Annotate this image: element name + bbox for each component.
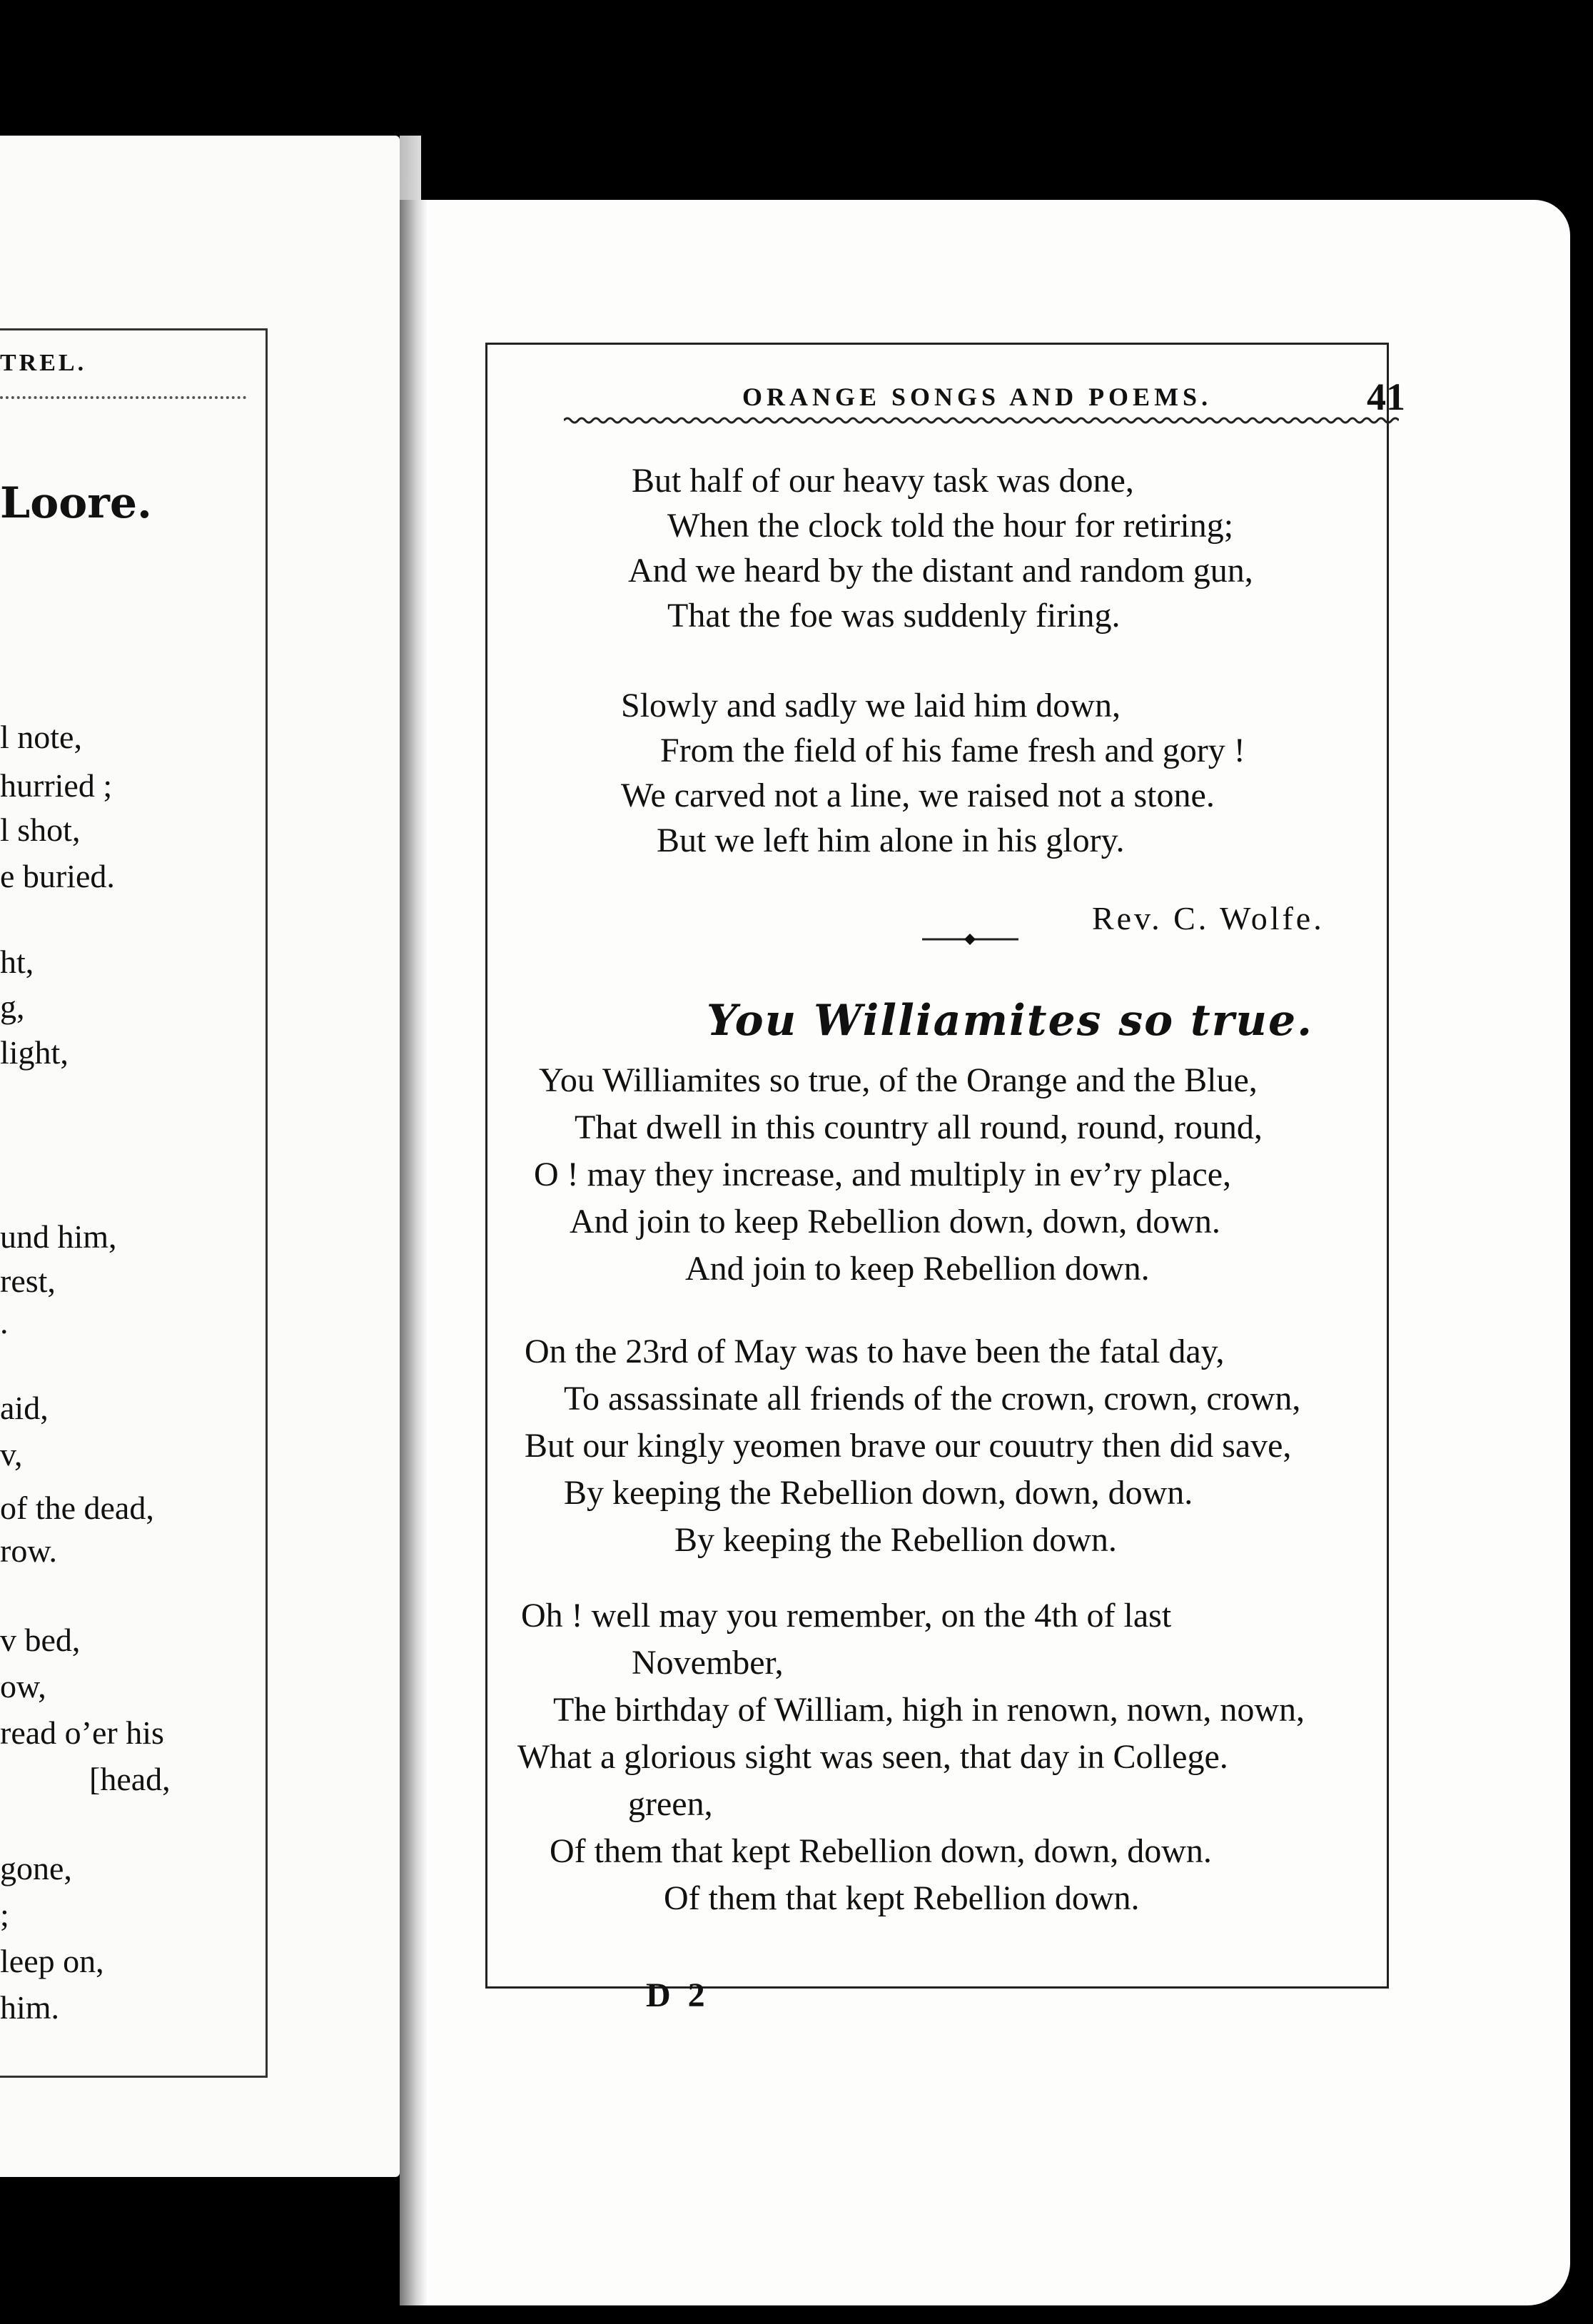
verse-line: On the 23rd of May was to have been the fatal day, xyxy=(525,1333,1225,1370)
verse-line: But we left him alone in his glory. xyxy=(657,822,1125,859)
verse-line: To assassinate all friends of the crown, crown, crown, xyxy=(564,1380,1301,1418)
verse-line: und him, xyxy=(0,1218,117,1255)
verse-line: ow, xyxy=(0,1668,46,1704)
verse-line: By keeping the Rebellion down. xyxy=(674,1521,1117,1559)
verse-line: leep on, xyxy=(0,1943,104,1979)
verse-line: ht, xyxy=(0,944,34,980)
poem-title: You Williamites so true. xyxy=(707,996,1314,1046)
book-gutter xyxy=(400,200,428,2305)
verse-line: hurried ; xyxy=(0,767,113,804)
diamond-ornament-icon xyxy=(922,932,1018,946)
verse-line: ; xyxy=(0,1896,9,1933)
left-running-head: TREL. xyxy=(0,350,87,376)
verse-line: read o’er his xyxy=(0,1714,164,1751)
verse-line: l shot, xyxy=(0,812,81,848)
verse-line: And we heard by the distant and random gun, xyxy=(628,552,1253,590)
author-credit xyxy=(1092,899,1325,937)
verse-line: The birthday of William, high in renown, nown, nown, xyxy=(553,1691,1305,1729)
left-page xyxy=(0,136,400,2177)
verse-line: gone, xyxy=(0,1850,72,1886)
verse-line: aid, xyxy=(0,1390,49,1426)
verse-line: From the field of his fame fresh and gory ! xyxy=(660,732,1245,769)
verse-line: Oh ! well may you remember, on the 4th of last xyxy=(521,1597,1172,1635)
running-head: ORANGE SONGS AND POEMS. xyxy=(742,383,1213,411)
verse-line: Of them that kept Rebellion down, down, down. xyxy=(550,1832,1212,1870)
verse-line: By keeping the Rebellion down, down, down. xyxy=(564,1474,1193,1512)
verse-line: You Williamites so true, of the Orange and the Blue, xyxy=(539,1061,1258,1099)
left-wavy-rule xyxy=(0,396,246,409)
verse-line: But half of our heavy task was done, xyxy=(632,462,1134,500)
verse-line: light, xyxy=(0,1034,69,1071)
verse-line: . xyxy=(0,1304,9,1340)
verse-line: Of them that kept Rebellion down. xyxy=(664,1879,1140,1917)
verse-line: When the clock told the hour for retiring; xyxy=(667,507,1234,545)
author-text: Rev. C. Wolfe. xyxy=(1092,900,1325,936)
page-number: 41 xyxy=(1367,375,1405,418)
verse-line: e buried. xyxy=(0,858,115,894)
left-poem-title: Loore. xyxy=(0,478,152,528)
verse-line: That the foe was suddenly firing. xyxy=(667,597,1121,635)
verse-line: him. xyxy=(0,1989,60,2026)
verse-line: v, xyxy=(0,1436,23,1472)
verse-line: O ! may they increase, and multiply in ev’ry place, xyxy=(534,1156,1231,1193)
verse-line: November, xyxy=(632,1644,784,1682)
signature-mark: D 2 xyxy=(646,1976,709,2014)
verse-line: And join to keep Rebellion down. xyxy=(685,1250,1150,1288)
verse-line: That dwell in this country all round, round, round, xyxy=(575,1108,1263,1146)
verse-line: of the dead, xyxy=(0,1490,154,1526)
verse-line: But our kingly yeomen brave our couutry then did save, xyxy=(525,1427,1292,1465)
verse-line: v bed, xyxy=(0,1622,81,1658)
wavy-rule xyxy=(564,416,1399,425)
verse-line: row. xyxy=(0,1532,58,1569)
verse-line: rest, xyxy=(0,1263,56,1299)
verse-line: green, xyxy=(628,1785,713,1823)
verse-line: And join to keep Rebellion down, down, down. xyxy=(570,1203,1220,1241)
left-page-frame xyxy=(0,328,268,2078)
verse-line: l note, xyxy=(0,719,82,755)
verse-line: g, xyxy=(0,989,25,1025)
verse-line: We carved not a line, we raised not a stone. xyxy=(621,777,1215,814)
verse-line: [head, xyxy=(89,1761,171,1797)
verse-line: Slowly and sadly we laid him down, xyxy=(621,687,1121,724)
verse-line: What a glorious sight was seen, that day in College. xyxy=(517,1738,1228,1776)
